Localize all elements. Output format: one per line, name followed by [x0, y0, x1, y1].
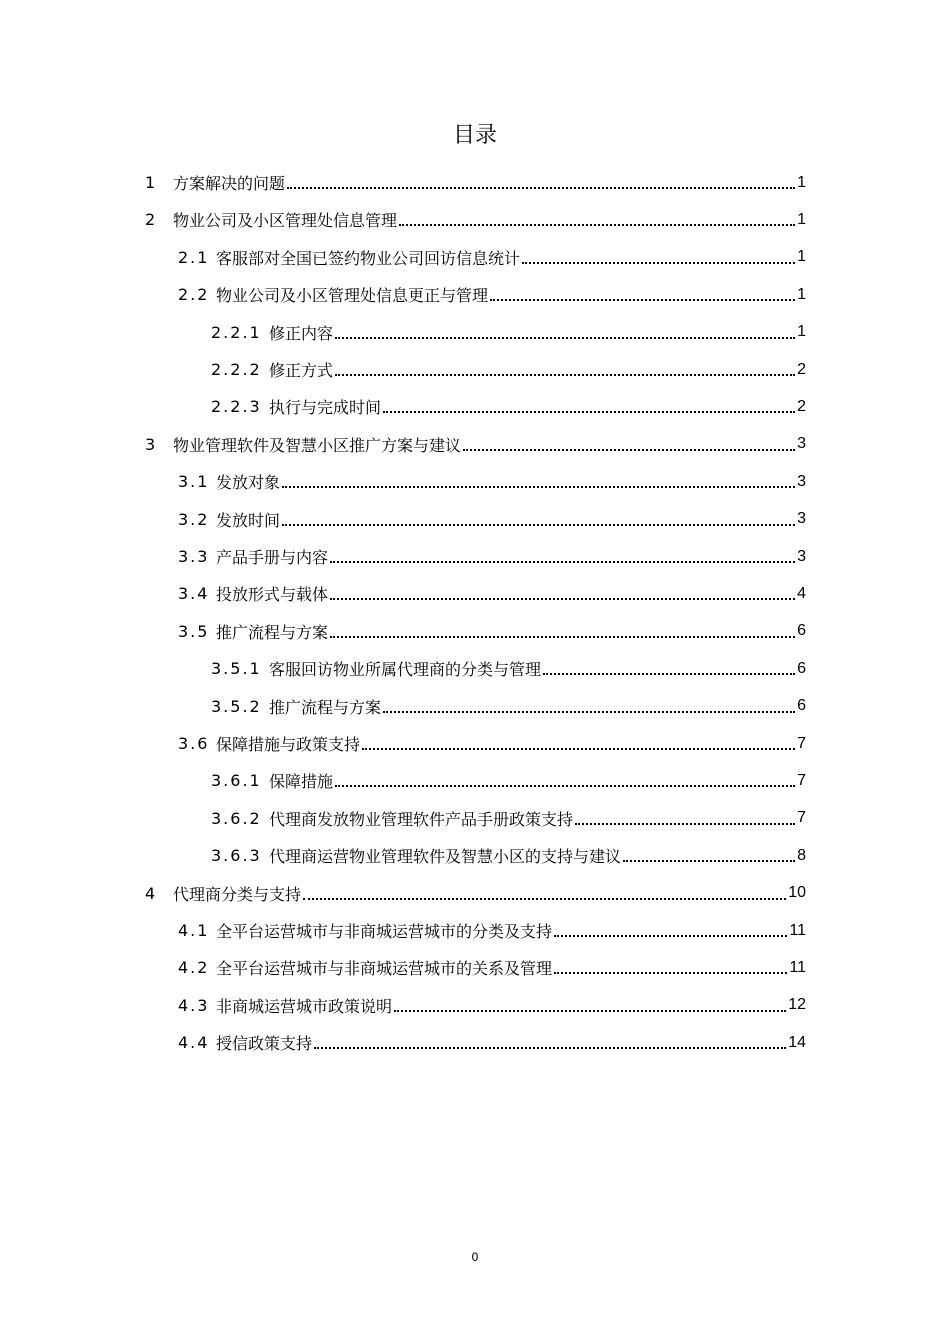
toc-entry-number: 1	[145, 173, 158, 192]
toc-entry-title[interactable]: 修正内容	[269, 323, 334, 343]
toc-entry[interactable]	[178, 1024, 806, 1061]
toc-entry-title[interactable]: 代理商分类与支持	[173, 884, 302, 904]
toc-dot-leader	[335, 784, 795, 787]
toc-entry[interactable]	[178, 463, 806, 500]
page-title: 目录	[452, 123, 497, 148]
toc-dot-leader	[522, 261, 795, 264]
toc-entry-page[interactable]: 6	[797, 659, 806, 677]
toc-entry-page[interactable]: 2	[797, 360, 806, 378]
footer-page-number: 0	[471, 1250, 479, 1264]
toc-entry-page[interactable]: 7	[797, 809, 806, 827]
toc-entry[interactable]	[178, 501, 806, 538]
toc-dot-leader	[490, 298, 795, 301]
toc-entry[interactable]	[178, 613, 806, 650]
toc-entry[interactable]	[178, 725, 806, 762]
toc-entry-number: 4.1	[178, 921, 210, 940]
toc-dot-leader	[282, 485, 795, 488]
toc-entry[interactable]	[178, 276, 806, 313]
toc-entry[interactable]	[178, 987, 806, 1024]
toc-entry-number: 3.2	[178, 509, 210, 529]
toc-entry-page[interactable]: 7	[797, 734, 806, 752]
toc-entry-number: 3.5	[178, 621, 210, 641]
toc-entry-number: 3	[145, 434, 158, 454]
toc-entry-title[interactable]: 推广流程与方案	[216, 622, 329, 642]
toc-entry-number: 3.6.3	[211, 846, 262, 866]
toc-entry-number: 3.5.1	[211, 659, 262, 679]
toc-entry-page[interactable]: 1	[797, 173, 806, 191]
toc-dot-leader	[394, 1009, 786, 1012]
toc-entry-title[interactable]: 物业管理软件及智慧小区推广方案与建议	[173, 435, 462, 455]
toc-entry-number: 2.1	[178, 247, 210, 267]
toc-dot-leader	[399, 223, 795, 226]
toc-entry-title[interactable]: 客服部对全国已签约物业公司回访信息统计	[216, 248, 521, 268]
toc-entry[interactable]	[178, 949, 806, 986]
toc-entry-number: 4	[145, 883, 158, 903]
toc-entry-page[interactable]: 11	[789, 958, 806, 976]
toc-dot-leader	[335, 336, 795, 339]
toc-entry-number: 3.5.2	[211, 696, 262, 716]
toc-entry-page[interactable]: 10	[788, 884, 806, 902]
toc-entry-title[interactable]: 推广流程与方案	[269, 697, 382, 717]
toc-dot-leader	[543, 672, 795, 675]
toc-entry-number: 3.3	[178, 547, 210, 566]
toc-entry-page[interactable]: 1	[797, 210, 806, 228]
toc-entry-number: 4.4	[178, 1033, 210, 1053]
toc-entry-number: 3.6.1	[211, 771, 262, 791]
toc-entry-page[interactable]: 3	[797, 547, 806, 565]
toc-entry-number: 3.4	[178, 584, 210, 604]
toc-entry[interactable]	[145, 875, 806, 912]
toc-entry-title[interactable]: 保障措施与政策支持	[216, 735, 361, 754]
toc-entry-page[interactable]: 14	[788, 1033, 806, 1051]
toc-dot-leader	[554, 971, 787, 974]
toc-entry-number: 4.3	[178, 995, 210, 1015]
toc-entry[interactable]	[178, 575, 806, 612]
toc-entry-title[interactable]: 授信政策支持	[216, 1034, 313, 1054]
toc-entry[interactable]	[178, 239, 806, 276]
toc-dot-leader	[314, 1046, 786, 1049]
toc-entry[interactable]	[178, 538, 806, 575]
toc-entry[interactable]	[211, 688, 806, 725]
toc-entry[interactable]	[211, 800, 806, 837]
toc-entry-number: 2	[145, 210, 158, 230]
toc-entry-page[interactable]: 6	[797, 697, 806, 715]
toc-entry-number: 2.2	[178, 285, 210, 305]
toc-entry-number: 3.6	[178, 734, 210, 753]
toc-entry-title[interactable]: 保障措施	[269, 772, 334, 792]
toc-dot-leader	[330, 560, 795, 563]
toc-entry-page[interactable]: 11	[789, 921, 806, 939]
toc-entry-title[interactable]: 物业公司及小区管理处信息管理	[173, 211, 398, 231]
toc-entry-title[interactable]: 全平台运营城市与非商城运营城市的关系及管理	[216, 959, 553, 979]
toc-entry[interactable]	[145, 164, 806, 201]
toc-entry-page[interactable]: 3	[797, 510, 806, 528]
toc-entry-page[interactable]: 7	[797, 771, 806, 789]
toc-entry-page[interactable]: 6	[797, 622, 806, 640]
toc-entry-number: 3.1	[178, 472, 210, 492]
toc-dot-leader	[303, 897, 786, 900]
toc-entry-title[interactable]: 方案解决的问题	[173, 174, 286, 193]
toc-entry-title[interactable]: 非商城运营城市政策说明	[216, 996, 393, 1016]
toc-entry-title[interactable]: 执行与完成时间	[269, 398, 382, 418]
toc-entry-title[interactable]: 代理商发放物业管理软件产品手册政策支持	[269, 809, 574, 829]
toc-entry-page[interactable]: 1	[797, 285, 806, 303]
toc-entry-title[interactable]: 代理商运营物业管理软件及智慧小区的支持与建议	[269, 847, 622, 867]
toc-entry[interactable]	[211, 762, 806, 799]
toc-dot-leader	[330, 635, 795, 638]
toc-entry-number: 4.2	[178, 958, 210, 978]
toc-entry-title[interactable]: 修正方式	[269, 361, 334, 380]
toc-entry-page[interactable]: 4	[797, 584, 806, 602]
toc-dot-leader	[330, 597, 795, 600]
toc-entry-title[interactable]: 全平台运营城市与非商城运营城市的分类及支持	[216, 922, 553, 941]
toc-entry-page[interactable]: 3	[797, 472, 806, 490]
toc-dot-leader	[623, 859, 795, 862]
toc-entry[interactable]	[145, 426, 806, 463]
toc-entry-title[interactable]: 发放时间	[216, 510, 281, 530]
toc-entry-title[interactable]: 产品手册与内容	[216, 548, 329, 567]
toc-entry[interactable]	[211, 351, 806, 388]
toc-entry-number: 2.2.3	[211, 397, 262, 417]
toc-entry-page[interactable]: 1	[797, 248, 806, 266]
toc-entry-page[interactable]: 3	[797, 435, 806, 453]
toc-entry-page[interactable]: 2	[797, 397, 806, 415]
toc-entry-page[interactable]: 8	[797, 846, 806, 864]
toc-entry-page[interactable]: 1	[797, 323, 806, 341]
toc-dot-leader	[335, 373, 795, 376]
toc-dot-leader	[383, 410, 795, 413]
toc-dot-leader	[362, 747, 795, 750]
toc-dot-leader	[554, 934, 787, 937]
toc-dot-leader	[463, 448, 795, 451]
toc-dot-leader	[287, 186, 795, 189]
toc-entry[interactable]	[211, 388, 806, 425]
toc-entry-title[interactable]: 客服回访物业所属代理商的分类与管理	[269, 660, 542, 680]
toc-entry-number: 2.2.1	[211, 322, 262, 342]
toc-entry[interactable]	[211, 314, 806, 351]
toc-dot-leader	[575, 822, 795, 825]
toc-entry-page[interactable]: 12	[788, 996, 806, 1014]
toc-entry[interactable]	[211, 650, 806, 687]
toc-entry-title[interactable]: 发放对象	[216, 473, 281, 493]
toc-dot-leader	[282, 523, 795, 526]
toc-entry-number: 2.2.2	[211, 360, 262, 379]
toc-entry[interactable]	[178, 912, 806, 949]
toc-entry[interactable]	[145, 201, 806, 238]
toc-entry[interactable]	[211, 837, 806, 874]
toc-entry-number: 3.6.2	[211, 808, 262, 828]
toc-entry-title[interactable]: 投放形式与载体	[216, 585, 329, 605]
toc-dot-leader	[383, 710, 795, 713]
toc-entry-title[interactable]: 物业公司及小区管理处信息更正与管理	[216, 286, 489, 306]
